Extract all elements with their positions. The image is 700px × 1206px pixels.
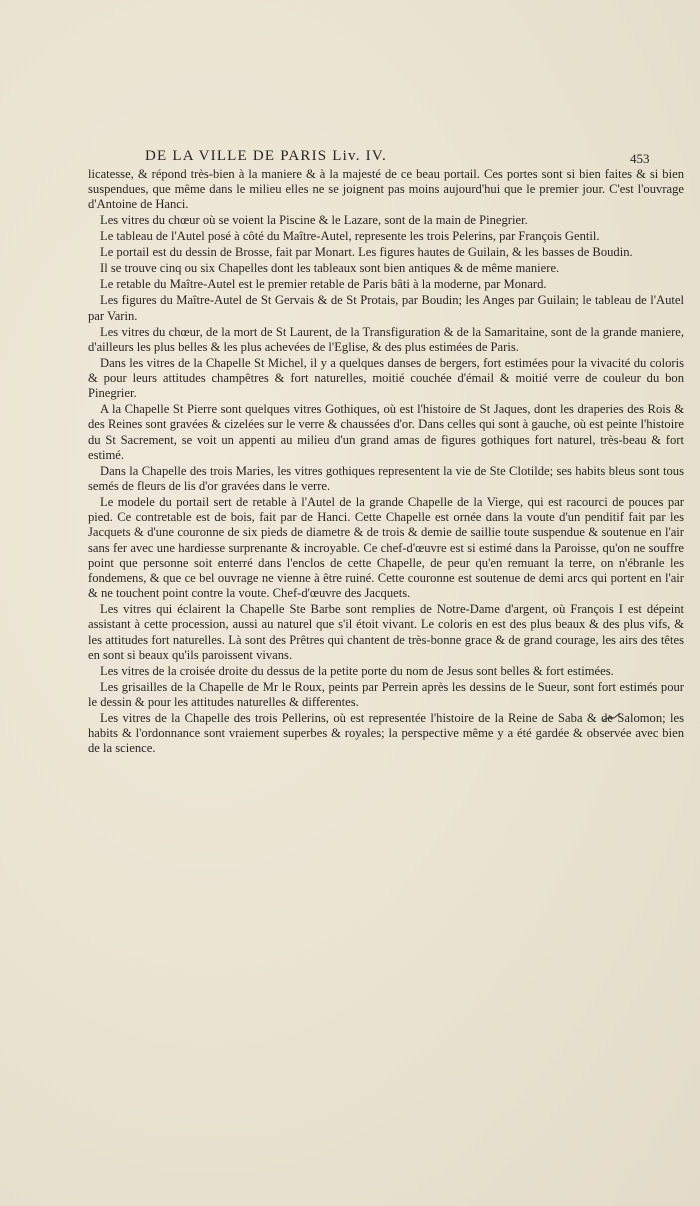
paragraph: Les vitres du chœur où se voient la Piscine & le Lazare, sont de la main de Pinegrier. — [100, 213, 528, 228]
paragraph: Le portail est du dessin de Brosse, fait par Monart. Les figures hautes de Guilain, & les basses de Boudin. — [100, 245, 633, 260]
body-text — [88, 167, 684, 757]
running-title: DE LA VILLE DE PARIS Liv. IV. — [145, 148, 387, 164]
paragraph: A la Chapelle St Pierre sont quelques vitres Gothiques, où est l'histoire de St Jaques, dont les draperies des Rois & des Reines sont gravées & cizelées sur le verre & chaussées d'or. Dans celles qui sont à gauche, où est peinte l'histoire du St Sacrement, se voit un appenti au milieu d'un grand amas de figures gothiques fort naturel, très-beau & fort estimé. — [88, 402, 684, 462]
margin-ink-mark — [600, 710, 622, 724]
paragraph: Les vitres du chœur, de la mort de St Laurent, de la Transfiguration & de la Samaritaine, sont de la grande maniere, d'ailleurs les plus belles & les plus achevées de l'Eglise, & des plus estimées de Paris. — [88, 324, 684, 354]
paragraph: Le retable du Maître-Autel est le premier retable de Paris bâti à la moderne, par Monard. — [100, 277, 547, 292]
page-number: 453 — [630, 151, 650, 166]
paragraph: Il se trouve cinq ou six Chapelles dont les tableaux sont bien antiques & de même maniere. — [100, 261, 560, 276]
paragraph: Dans la Chapelle des trois Maries, les vitres gothiques representent la vie de Ste Clotilde; ses habits bleus sont tous semés de fleurs de lis d'or gravées dans le verre. — [88, 463, 684, 494]
paragraph: Les grisailles de la Chapelle de Mr le Roux, peints par Perrein après les dessins de le Sueur, sont fort estimés pour le dessin & pour les attitudes naturelles & differentes. — [88, 679, 684, 710]
paragraph: Les figures du Maître-Autel de St Gervais & de St Protais, par Boudin; les Anges par Guilain; le tableau de l'Autel par Varin. — [88, 293, 684, 323]
paragraph: Dans les vitres de la Chapelle St Michel, il y a quelques danses de bergers, fort estimées pour la vivacité du coloris & pour leurs attitudes champêtres & fort naturelles, moitié couchée d'émail & moitié verre de couleur du bon Pinegrier. — [88, 355, 684, 401]
paragraph: Les vitres de la Chapelle des trois Pellerins, où est representée l'histoire de la Reine de Saba & de Salomon; les habits & l'ordonnance sont vraiement superbes & royales; la perspective même y a été gardée & observée avec bien de la science. — [88, 711, 684, 756]
paragraph: licatesse, & répond très-bien à la maniere & à la majesté de ce beau portail. Ces portes sont si bien faites & si bien suspendues, que même dans le milieu elles ne se joignent pas moins aujourd'hui que le premier jour. C'est l'ouvrage d'Antoine de Hanci. — [88, 167, 684, 212]
paragraph: Les vitres de la croisée droite du dessus de la petite porte du nom de Jesus sont belles & fort estimées. — [100, 663, 614, 678]
paragraph: Le modele du portail sert de retable à l'Autel de la grande Chapelle de la Vierge, qui est racourci de pouces par pied. Ce contretable est de bois, fait par de Hanci. Cette Chapelle est ornée dans la voute d'un penditif fait par les Jacquets & d'une couronne de six pieds de diametre & de trois & demie de saillie toute suspendue & soutenue en l'air sans fer avec une hardiesse surprenante & incroyable. Ce chef-d'œuvre est si estimé dans la Paroisse, qu'on ne souffre point que personne soit enterré dans l'enclos de cette Chapelle, de peur qu'en remuant la terre, on n'ébranle les fondemens, & que ce bel ouvrage ne vienne à être ruiné. Cette couronne est soutenue de demi arcs qui portent en l'air & ne touchent point contre la voute. Chef-d'œuvre des Jacquets. — [88, 495, 684, 601]
paragraph: Les vitres qui éclairent la Chapelle Ste Barbe sont remplies de Notre-Dame d'argent, où François I est dépeint assistant à cette procession, aussi au naturel que s'il étoit vivant. Le coloris en est des plus beaux & des plus vifs, & les attitudes fort naturelles. Là sont des Prêtres qui chantent de très-bonne grace & de grand courage, les airs des têtes en sont si beaux qu'ils paroissent vivans. — [88, 602, 684, 662]
paragraph: Le tableau de l'Autel posé à côté du Maître-Autel, represente les trois Pelerins, par François Gentil. — [100, 229, 600, 244]
